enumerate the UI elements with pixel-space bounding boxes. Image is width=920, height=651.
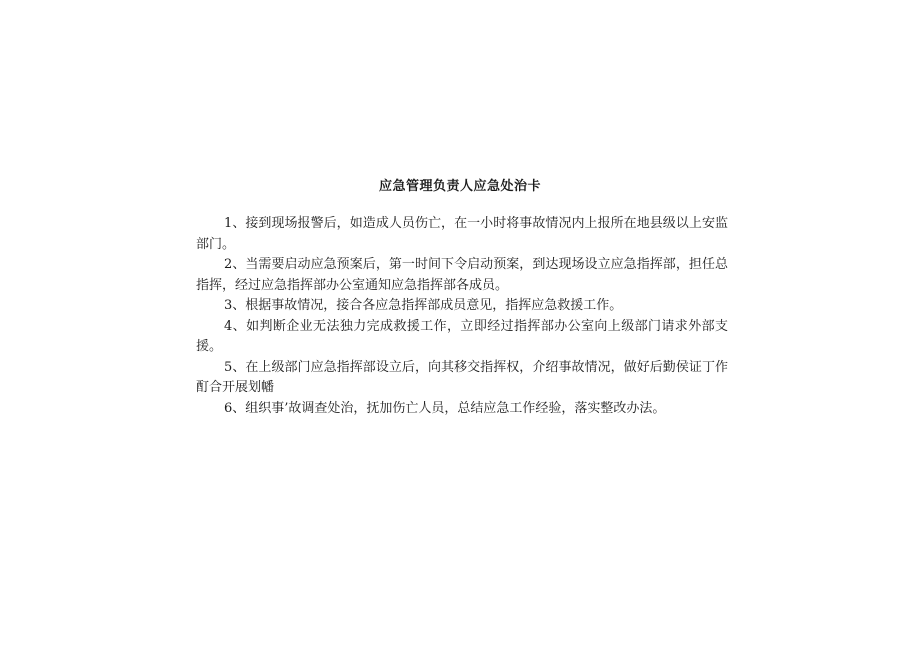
paragraph-4: 4、如判断企业无法独力完成救援工作，立即经过指挥部办公室向上级部门请求外部支援。 — [196, 318, 728, 354]
paragraph-6: 6、组织事’故调查处治，抚加伤亡人员，总结应急工作经验，落实整改办法。 — [224, 400, 666, 416]
paragraph-1: 1、接到现场报警后，如造成人员伤亡，在一小时将事故情况内上报所在地县级以上安监部门。 — [196, 216, 728, 252]
paragraph-5: 5、在上级部门应急指挥部设立后，向其移交指挥权，介绍事故情况，做好后勤侯证丁作酊合开展划幡 — [196, 359, 728, 395]
paragraph-3: 3、根据事故情况，接合各应急指挥部成员意见，指挥应急救援工作。 — [224, 298, 623, 313]
paragraph-2: 2、当需要启动应急预案后，第一时间下令启动预案，到达现场设立应急指挥部，担任总指挥，经过应急指挥部办公室通知应急指挥部各成员。 — [196, 257, 728, 293]
document-title: 应急管理负责人应急处治卡 — [378, 179, 541, 194]
document-body — [196, 214, 728, 419]
